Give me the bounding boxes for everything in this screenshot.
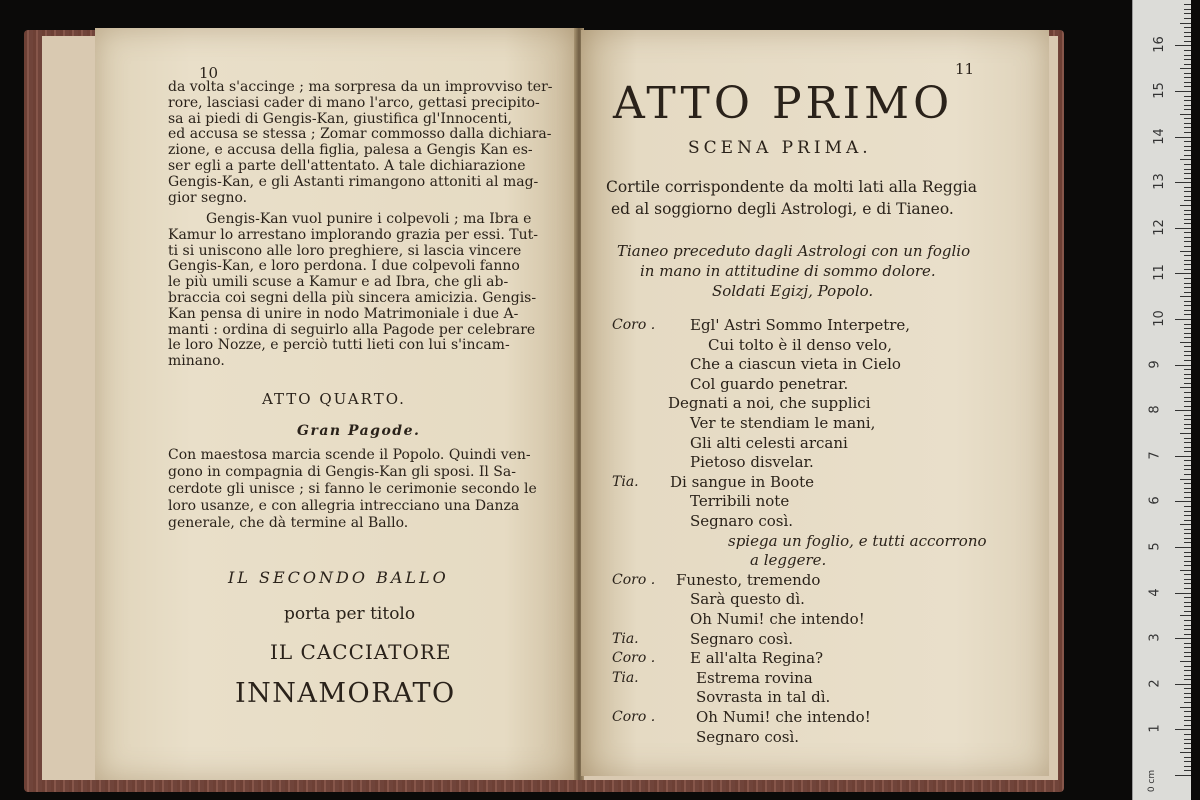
ruler-tick — [1175, 410, 1191, 411]
ruler-tick — [1184, 492, 1191, 493]
right-page-number: 11 — [955, 60, 975, 78]
ruler-tick — [1184, 264, 1191, 265]
ruler-tick — [1180, 661, 1191, 662]
ruler-tick — [1184, 565, 1191, 566]
ruler-tick — [1184, 529, 1191, 530]
verse-line: Di sangue in Boote — [670, 472, 815, 491]
ruler-tick — [1175, 501, 1191, 502]
p3-line: loro usanze, e con allegria intrecciano una Danza — [168, 498, 520, 514]
setting-line: ed al soggiorno degli Astrologi, e di Tianeo. — [611, 200, 954, 218]
p1-line: ed accusa se stessa ; Zomar commosso dalla dichiara- — [168, 126, 552, 143]
ruler-number: 1 — [1147, 724, 1163, 734]
setting-line: Cortile corrispondente da molti lati alla Reggia — [606, 178, 977, 196]
ruler-tick — [1184, 533, 1191, 534]
ruler-tick — [1184, 488, 1191, 489]
ruler-tick — [1184, 241, 1191, 242]
ruler-tick — [1180, 433, 1191, 434]
ruler-tick — [1184, 419, 1191, 420]
ruler-number: 11 — [1151, 264, 1167, 282]
ruler-tick — [1175, 547, 1191, 548]
ruler-tick — [1184, 447, 1191, 448]
p1-line: gior segno. — [168, 189, 248, 206]
ruler-tick — [1184, 652, 1191, 653]
p2-line: Kamur lo arrestano implorando grazia per essi. Tut- — [168, 226, 538, 243]
ruler-tick — [1180, 570, 1191, 571]
ruler-tick — [1180, 68, 1191, 69]
ruler-tick — [1184, 55, 1191, 56]
ruler-tick — [1184, 191, 1191, 192]
ruler-tick — [1184, 219, 1191, 220]
p2-line: minano. — [168, 353, 225, 370]
ruler-tick — [1184, 711, 1191, 712]
ruler-tick — [1184, 647, 1191, 648]
ruler-tick — [1184, 702, 1191, 703]
ruler-tick — [1184, 748, 1191, 749]
ruler-tick — [1184, 100, 1191, 101]
ruler-tick — [1180, 23, 1191, 24]
verse-line: Terribili note — [690, 492, 790, 511]
ruler-tick — [1180, 159, 1191, 160]
ruler-tick — [1180, 524, 1191, 525]
ruler-tick — [1184, 150, 1191, 151]
ruler-tick — [1184, 424, 1191, 425]
ruler-tick — [1184, 766, 1191, 767]
p1-line: zione, e accusa della figlia, palesa a Gengis Kan es- — [168, 142, 533, 159]
ruler-tick — [1184, 611, 1191, 612]
ruler-tick — [1184, 397, 1191, 398]
ruler-tick — [1184, 18, 1191, 19]
ruler-tick — [1175, 729, 1191, 730]
ruler-tick — [1184, 351, 1191, 352]
ruler-tick — [1184, 515, 1191, 516]
ruler-tick — [1184, 13, 1191, 14]
ruler-tick — [1184, 146, 1191, 147]
ruler-tick — [1175, 137, 1191, 138]
ruler-tick — [1184, 4, 1191, 5]
verse-speaker: Tia. — [612, 669, 639, 686]
ruler-tick — [1184, 469, 1191, 470]
ruler-number: 10 — [1151, 310, 1167, 327]
p1-line: ser egli a parte dell'attentato. A tale dichiarazione — [168, 158, 526, 174]
ruler-tick — [1184, 465, 1191, 466]
p2-line: braccia coi segni della più sincera amicizia. Gengis- — [168, 290, 537, 306]
ruler-tick — [1184, 656, 1191, 657]
p2-line: manti : ordina di seguirlo alla Pagode per celebrare — [168, 321, 536, 338]
verse-line: Pietoso disvelar. — [690, 453, 814, 472]
secondo-ballo-heading: IL SECONDO BALLO — [228, 568, 449, 587]
ruler-tick — [1175, 456, 1191, 457]
ruler-tick — [1184, 520, 1191, 521]
p2-line: le loro Nozze, e perciò tutti lieti con lui s'incam- — [168, 337, 510, 354]
verse-line: Gli alti celesti arcani — [690, 433, 848, 452]
ruler-tick — [1184, 716, 1191, 717]
ruler-tick — [1184, 64, 1191, 65]
stage-line: Tianeo preceduto dagli Astrologi con un foglio — [617, 242, 971, 260]
ruler-tick — [1184, 232, 1191, 233]
ruler-tick — [1184, 36, 1191, 37]
ruler-tick — [1184, 761, 1191, 762]
ruler-tick — [1184, 141, 1191, 142]
ruler-tick — [1184, 460, 1191, 461]
verse-speaker: Tia. — [612, 473, 639, 490]
ruler-tick — [1184, 739, 1191, 740]
ruler-number: 6 — [1147, 496, 1163, 506]
ruler-tick — [1184, 583, 1191, 584]
ruler-tick — [1184, 255, 1191, 256]
p1-line: Gengis-Kan, e gli Astanti rimangono attoniti al mag- — [168, 173, 539, 190]
ruler-tick — [1184, 269, 1191, 270]
verse-speaker: Coro . — [612, 571, 656, 588]
ruler-tick — [1184, 223, 1191, 224]
ruler-tick — [1184, 442, 1191, 443]
ruler-tick — [1184, 360, 1191, 361]
ruler-tick — [1184, 606, 1191, 607]
ruler-tick — [1184, 27, 1191, 28]
ruler-tick — [1184, 497, 1191, 498]
ruler-tick — [1184, 59, 1191, 60]
p1-line: da volta s'accinge ; ma sorpresa da un improvviso ter- — [168, 79, 553, 95]
ruler-tick — [1184, 346, 1191, 347]
ruler-tick — [1184, 625, 1191, 626]
verse-line: spiega un foglio, e tutti accorrono — [728, 531, 987, 550]
verse-line: Estrema rovina — [696, 668, 813, 687]
ruler-unit-label: 0 cm — [1147, 769, 1158, 793]
p1-line: sa ai piedi di Gengis-Kan, giustifica gl'Innocenti, — [168, 110, 513, 127]
ruler-number: 15 — [1151, 82, 1167, 99]
ruler-tick — [1184, 187, 1191, 188]
atto-primo-title: ATTO PRIMO — [613, 78, 954, 129]
ruler-tick — [1184, 643, 1191, 644]
ballo-title-line-2: INNAMORATO — [235, 678, 456, 709]
ruler-tick — [1184, 401, 1191, 402]
ruler-number: 12 — [1151, 219, 1167, 236]
ruler-tick — [1184, 105, 1191, 106]
ruler-tick — [1184, 73, 1191, 74]
verse-line: Ver te stendiam le mani, — [690, 414, 876, 432]
ruler-tick — [1184, 670, 1191, 671]
ruler-tick — [1184, 483, 1191, 484]
verse-line: Oh Numi! che intendo! — [690, 610, 865, 628]
ruler-tick — [1184, 314, 1191, 315]
ruler-tick — [1184, 392, 1191, 393]
ruler-tick — [1184, 333, 1191, 334]
ruler-tick — [1184, 693, 1191, 694]
ruler-tick — [1180, 752, 1191, 753]
ruler-number: 4 — [1147, 587, 1163, 597]
ruler-tick — [1184, 82, 1191, 83]
ruler-tick — [1184, 725, 1191, 726]
ruler-tick — [1184, 109, 1191, 110]
left-page-number: 10 — [199, 64, 219, 82]
ruler-tick — [1184, 214, 1191, 215]
ruler-tick — [1184, 634, 1191, 635]
p2-line: Gengis-Kan vuol punire i colpevoli ; ma Ibra e — [206, 211, 532, 227]
ruler-tick — [1180, 479, 1191, 480]
ruler-tick — [1184, 511, 1191, 512]
ruler-number: 14 — [1151, 127, 1167, 145]
verse-line: Sarà questo dì. — [690, 590, 805, 609]
ruler-tick — [1180, 251, 1191, 252]
p3-line: Con maestosa marcia scende il Popolo. Quindi ven- — [168, 447, 531, 463]
ballo-subtitle: porta per titolo — [284, 604, 416, 624]
ruler-tick — [1175, 273, 1191, 274]
ruler-tick — [1184, 287, 1191, 288]
ruler-tick — [1184, 310, 1191, 311]
ruler-tick — [1184, 328, 1191, 329]
ruler-tick — [1184, 688, 1191, 689]
ruler-number: 16 — [1151, 36, 1167, 54]
verse-speaker: Coro . — [612, 317, 656, 333]
ruler-tick — [1175, 775, 1191, 776]
ruler-tick — [1184, 561, 1191, 562]
ruler-tick — [1184, 679, 1191, 680]
ruler-tick — [1184, 666, 1191, 667]
ruler-tick — [1184, 369, 1191, 370]
act-four-heading: ATTO QUARTO. — [262, 390, 406, 408]
ruler-tick — [1184, 292, 1191, 293]
ruler-tick — [1184, 506, 1191, 507]
ruler-tick — [1184, 260, 1191, 261]
verse-line: a leggere. — [750, 551, 827, 570]
p2-line: Kan pensa di unire in nodo Matrimoniale i due A- — [168, 305, 519, 322]
ruler-tick — [1184, 178, 1191, 179]
ruler-tick — [1184, 383, 1191, 384]
ruler-tick — [1184, 602, 1191, 603]
ruler-tick — [1184, 155, 1191, 156]
verse-line: Cui tolto è il denso velo, — [708, 335, 892, 354]
ruler-number: 8 — [1147, 405, 1163, 414]
verse-line: Segnaro così. — [690, 629, 794, 648]
scene-heading-gran-pagode: Gran Pagode. — [297, 423, 421, 439]
ruler-tick — [1180, 342, 1191, 343]
p1-line: rore, lasciasi cader di mano l'arco, gettasi precipito- — [168, 94, 540, 111]
ruler-tick — [1184, 41, 1191, 42]
verse-line: Egl' Astri Sommo Interpetre, — [690, 316, 911, 334]
ruler-tick — [1184, 196, 1191, 197]
ruler-tick — [1184, 337, 1191, 338]
ruler-number: 3 — [1147, 633, 1163, 642]
ruler-tick — [1180, 296, 1191, 297]
ruler-tick — [1184, 378, 1191, 379]
ruler-tick — [1184, 629, 1191, 630]
p2-line: Gengis-Kan, e loro perdona. I due colpevoli fanno — [168, 258, 520, 275]
verse-speaker: Coro . — [612, 709, 656, 725]
ruler-tick — [1184, 552, 1191, 553]
ruler-tick — [1184, 355, 1191, 356]
ruler-number: 9 — [1147, 359, 1163, 369]
ruler-number: 5 — [1147, 542, 1163, 551]
ruler-tick — [1184, 406, 1191, 407]
verse-line: Col guardo penetrar. — [690, 374, 849, 393]
ruler-number: 7 — [1147, 451, 1163, 460]
verse-speaker: Tia. — [612, 630, 639, 647]
ruler-tick — [1175, 684, 1191, 685]
ruler-tick — [1184, 556, 1191, 557]
ruler-tick — [1175, 365, 1191, 366]
measurement-ruler — [1132, 0, 1191, 800]
ruler-tick — [1184, 579, 1191, 580]
p2-line: ti si uniscono alle loro preghiere, si lascia vincere — [168, 242, 522, 259]
ruler-tick — [1184, 438, 1191, 439]
ruler-number: 2 — [1147, 679, 1163, 688]
ruler-tick — [1184, 588, 1191, 589]
ruler-tick — [1180, 615, 1191, 616]
ruler-tick — [1184, 428, 1191, 429]
ruler-tick — [1184, 210, 1191, 211]
ruler-tick — [1180, 707, 1191, 708]
ruler-tick — [1184, 542, 1191, 543]
ruler-tick — [1175, 638, 1191, 639]
ruler-tick — [1184, 574, 1191, 575]
ruler-tick — [1175, 91, 1191, 92]
ruler-tick — [1184, 720, 1191, 721]
verse-speaker: Coro . — [612, 650, 656, 667]
ruler-tick — [1184, 127, 1191, 128]
ruler-tick — [1180, 205, 1191, 206]
p2-line: le più umili scuse a Kamur e ad Ibra, che gli ab- — [168, 274, 509, 291]
ruler-tick — [1184, 770, 1191, 771]
ruler-tick — [1180, 387, 1191, 388]
ruler-tick — [1184, 118, 1191, 119]
ruler-tick — [1175, 228, 1191, 229]
ruler-tick — [1184, 283, 1191, 284]
stage-line: in mano in attitudine di sommo dolore. — [640, 262, 936, 280]
verse-line: E all'alta Regina? — [690, 649, 824, 668]
ruler-tick — [1184, 278, 1191, 279]
ruler-tick — [1184, 597, 1191, 598]
ruler-tick — [1184, 305, 1191, 306]
verse-line: Funesto, tremendo — [676, 570, 821, 589]
ruler-tick — [1184, 164, 1191, 165]
ruler-tick — [1184, 734, 1191, 735]
ruler-tick — [1184, 200, 1191, 201]
verse-line: Segnaro così. — [690, 512, 794, 530]
ruler-tick — [1184, 451, 1191, 452]
ruler-tick — [1184, 32, 1191, 33]
ruler-number: 13 — [1151, 173, 1167, 190]
ruler-tick — [1184, 697, 1191, 698]
stage-line: Soldati Egizj, Popolo. — [712, 282, 874, 300]
ruler-tick — [1184, 86, 1191, 87]
ruler-tick — [1184, 474, 1191, 475]
ruler-tick — [1184, 9, 1191, 10]
verse-line: Degnati a noi, che supplici — [668, 394, 871, 413]
ruler-tick — [1184, 301, 1191, 302]
ruler-tick — [1175, 319, 1191, 320]
p3-line: generale, che dà termine al Ballo. — [168, 515, 409, 531]
ruler-tick — [1180, 114, 1191, 115]
ruler-tick — [1184, 77, 1191, 78]
verse-line: Sovrasta in tal dì. — [696, 688, 831, 707]
ruler-tick — [1184, 538, 1191, 539]
ruler-tick — [1184, 96, 1191, 97]
verse-line: Che a ciascun vieta in Cielo — [690, 355, 901, 374]
ruler-tick — [1184, 675, 1191, 676]
verse-line: Oh Numi! che intendo! — [696, 708, 871, 726]
ruler-tick — [1184, 415, 1191, 416]
ruler-tick — [1175, 593, 1191, 594]
ruler-tick — [1184, 173, 1191, 174]
ruler-tick — [1184, 324, 1191, 325]
verse-line: Segnaro così. — [696, 727, 800, 746]
ruler-tick — [1184, 374, 1191, 375]
ruler-tick — [1184, 123, 1191, 124]
ruler-tick — [1184, 620, 1191, 621]
p3-line: cerdote gli unisce ; si fanno le cerimonie secondo le — [168, 481, 537, 497]
ruler-tick — [1184, 132, 1191, 133]
scena-prima-title: SCENA PRIMA. — [688, 138, 872, 158]
p3-line: gono in compagnia di Gengis-Kan gli sposi. Il Sa- — [168, 464, 516, 480]
ruler-tick — [1175, 45, 1191, 46]
ballo-title-line-1: IL CACCIATORE — [270, 640, 452, 664]
ruler-tick — [1184, 757, 1191, 758]
ruler-tick — [1184, 50, 1191, 51]
ruler-tick — [1175, 182, 1191, 183]
ruler-tick — [1184, 169, 1191, 170]
ruler-tick — [1184, 246, 1191, 247]
ruler-tick — [1184, 743, 1191, 744]
ruler-tick — [1184, 237, 1191, 238]
